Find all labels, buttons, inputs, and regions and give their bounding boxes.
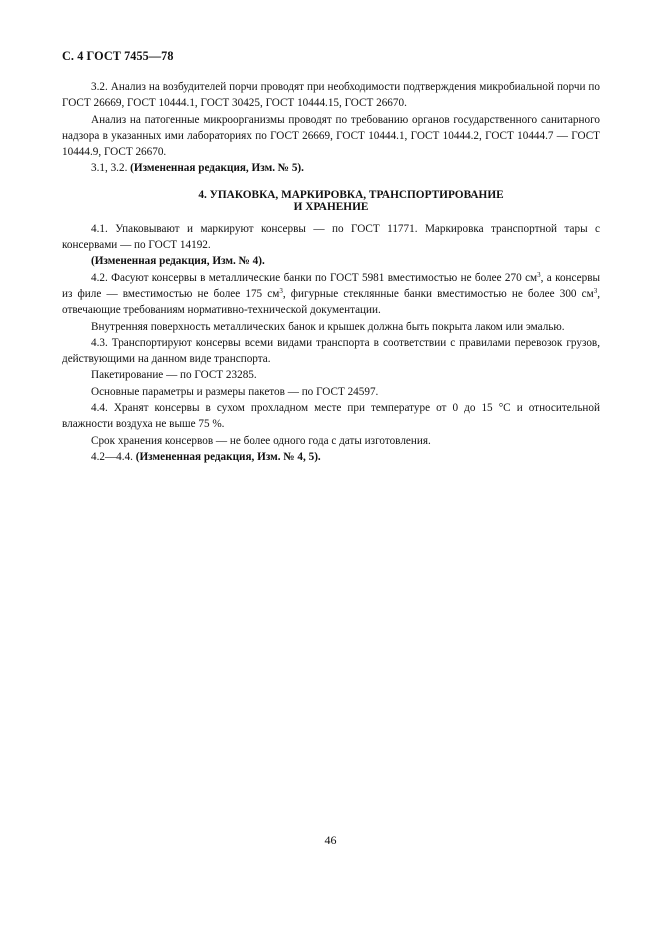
text-segment: , отвечающие требованиям нормативно-технической документации. — [62, 287, 600, 317]
superscript: 3 — [537, 270, 541, 279]
paragraph-revision-3 — [62, 160, 600, 176]
paragraph-packaging: Пакетирование — по ГОСТ 23285. — [91, 369, 257, 382]
section-title-line-1: 4. УПАКОВКА, МАРКИРОВКА, ТРАНСПОРТИРОВАНИЕ — [198, 188, 504, 201]
paragraph-4-4: 4.4. Хранят консервы в сухом прохладном месте при температуре от 0 до 15 °С и относительной влажности воздуха не выше 75 %. — [62, 402, 600, 431]
revision-note-4: (Измененная редакция, Изм. № 4). — [91, 255, 265, 268]
text-segment: 4.2. Фасуют консервы в металлические банки по ГОСТ 5981 вместимостью не более 270 см — [91, 271, 538, 284]
superscript: 3 — [593, 286, 598, 295]
revision-note: (Измененная редакция, Изм. № 4, 5). — [135, 450, 321, 463]
text-segment: , а консервы из филе — вместимостью не более 175 см — [62, 271, 600, 300]
revision-ref: 4.2—4.4. — [91, 450, 136, 463]
revision-ref: 3.1, 3.2. — [91, 162, 131, 175]
section-4-title — [62, 189, 600, 214]
superscript: 3 — [279, 286, 283, 295]
paragraph-4-2 — [62, 270, 600, 319]
paragraph-4-3: 4.3. Транспортируют консервы всеми видами транспорта в соответствии с правилами перевозок грузов, действующими на данном виде транспорта. — [62, 336, 600, 366]
paragraph-shelf-life: Срок хранения консервов — не более одного года с даты изготовления. — [91, 434, 431, 447]
paragraph-coating: Внутренняя поверхность металлических банок и крышек должна быть покрыта лаком или эмалью. — [91, 320, 565, 333]
paragraph-3-2: 3.2. Анализ на возбудителей порчи проводят при необходимости подтверждения микробиальной порчи по ГОСТ 26669, ГОСТ 10444.1, ГОСТ 30425, ГОСТ 10444.15, ГОСТ 26670. — [62, 81, 600, 110]
section-title-line-2: И ХРАНЕНИЕ — [293, 201, 369, 214]
paragraph-revision-4 — [62, 449, 600, 465]
text-segment: , фигурные стеклянные банки вместимостью не более 300 см — [282, 287, 594, 300]
revision-note: (Измененная редакция, Изм. № 5). — [130, 162, 304, 175]
paragraph-package-params: Основные параметры и размеры пакетов — по ГОСТ 24597. — [91, 385, 379, 398]
paragraph-pathogens: Анализ на патогенные микроорганизмы проводят по требованию органов государственного санитарного надзора в указанных ими лабораториях по ГОСТ 26669, ГОСТ 10444.1, ГОСТ 10444.2, ГОСТ 10444.7 — ГОСТ 10444.9, ГОСТ 26670. — [62, 113, 600, 159]
paragraph-4-1: 4.1. Упаковывают и маркируют консервы — по ГОСТ 11771. Маркировка транспортной тары с консервами — по ГОСТ 14192. — [62, 222, 600, 252]
page-number: 46 — [324, 833, 337, 847]
document-body — [62, 79, 600, 465]
page-header: С. 4 ГОСТ 7455—78 — [62, 49, 174, 63]
